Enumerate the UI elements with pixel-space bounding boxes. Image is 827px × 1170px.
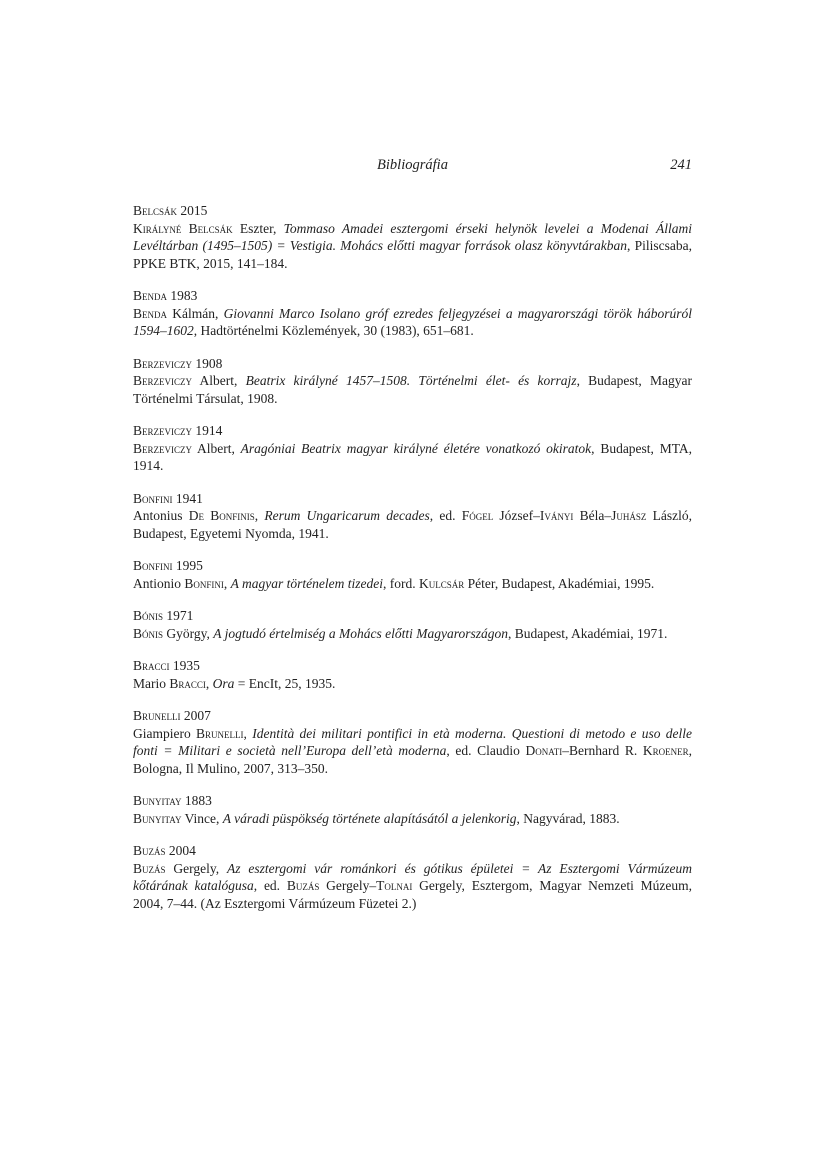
citation-name: Berzeviczy [133,440,192,456]
entry-citation [133,860,692,913]
entry-citation [133,575,692,593]
entry-citation [133,372,692,407]
citation-text: , [254,508,265,523]
bibliography-entry [133,557,692,592]
citation-name: Buzás [133,860,166,876]
citation-text: Gergely– [319,878,377,893]
citation-text: Kálmán, [167,305,224,321]
entry-label: Berzeviczy 1914 [133,423,223,438]
bibliography-entry [133,657,692,692]
citation-name: Benda [133,305,168,321]
citation-text: Gergely, Esztergom, Magyar Nemzeti Múzeum, 2004, 7–44. (Az Esztergomi Vármúzeum Füzetei 2.) [133,878,692,911]
entry-label: Bonfini 1995 [133,558,203,573]
bibliography-entry [133,607,692,642]
entry-label: Benda 1983 [133,288,198,303]
citation-text: Albert, [192,373,246,388]
bibliography-entry [133,355,692,408]
citation-text: , Budapest, Akadémiai, 1971. [508,625,668,641]
entry-citation [133,507,692,542]
citation-title: Identità dei militari pontifici in età moderna. Questioni di metodo e uso delle fonti = Militari e società nell’Europa dell’età moderna [133,725,692,758]
citation-text: György, [163,625,214,641]
citation-text: Antionio [133,575,185,591]
citation-text: Mario [133,675,170,691]
citation-title: Ora [212,675,235,691]
citation-text: , Bologna, Il Mulino, 2007, 313–350. [133,743,693,776]
citation-text: , Piliscsaba, PPKE BTK, 2015, 141–184. [133,238,692,271]
citation-text: , Nagyvárad, 1883. [516,810,620,826]
entry-citation [133,220,692,273]
citation-name: Bonfini [184,575,224,591]
citation-title: Az esztergomi vár románkori és gótikus épületei = Az Esztergomi Vármúzeum kőtárának katalógusa [133,860,692,893]
entry-citation [133,305,692,340]
entry-label: Brunelli 2007 [133,708,211,723]
citation-name: Bónis [133,625,164,641]
citation-text: , [205,675,213,691]
citation-name: Tolnai [376,878,413,893]
citation-text: Albert, [192,440,241,456]
bibliography-list [133,202,692,927]
citation-text: , ed. [253,878,287,893]
citation-text: Antonius [133,508,189,523]
running-header-title: Bibliográfia [377,157,448,173]
citation-text: Béla– [573,508,612,523]
citation-title: A magyar történelem tizedei [230,575,383,591]
citation-name: Kroener [642,743,689,758]
citation-text: , ed. [429,508,462,523]
citation-text: Giampiero [133,725,197,741]
citation-title: Giovanni Marco Isolano gróf ezredes feljegyzései a magyarországi török háborúról 1594–1602 [133,305,692,338]
citation-text: Péter, Budapest, Akadémiai, 1995. [464,575,655,591]
citation-name: Berzeviczy [133,373,192,388]
citation-title: Aragóniai Beatrix magyar királyné életére vonatkozó okiratok [240,440,592,456]
entry-label: Bunyitay 1883 [133,793,212,808]
citation-text: , Budapest, MTA, 1914. [133,440,692,473]
citation-title: A jogtudó értelmiség a Mohács előtti Magyarországon [213,625,508,641]
bibliography-entry [133,707,692,777]
citation-name: Donati [525,743,563,758]
citation-name: Királyné Belcsák [133,220,233,236]
citation-name: Iványi [539,508,574,523]
citation-name: De Bonfinis [188,508,255,523]
citation-text: , [243,725,253,741]
entry-citation [133,625,692,643]
citation-text: , Budapest, Magyar Történelmi Társulat, 1908. [133,373,693,406]
citation-name: Juhász [611,508,647,523]
citation-text: , ed. Claudio [446,743,526,758]
citation-name: Fógel [461,508,494,523]
page-number: 241 [670,157,692,173]
citation-text: = EncIt, 25, 1935. [234,675,336,691]
citation-text: László, Budapest, Egyetemi Nyomda, 1941. [133,508,692,541]
citation-title: A váradi püspökség története alapításától a jelenkorig [222,810,517,826]
citation-title: Beatrix királyné 1457–1508. Történelmi élet- és korrajz [245,373,577,388]
entry-citation [133,440,692,475]
citation-text: –Bernhard R. [562,743,643,758]
entry-label: Buzás 2004 [133,843,196,858]
bibliography-entry [133,490,692,543]
entry-citation [133,725,692,778]
citation-name: Bunyitay [133,810,182,826]
entry-citation [133,675,692,693]
citation-text: , Hadtörténelmi Közlemények, 30 (1983), 651–681. [193,323,474,338]
entry-label: Bonfini 1941 [133,490,203,506]
citation-text: , [223,575,231,591]
citation-name: Kulcsár [419,575,465,591]
citation-text: József– [493,508,540,523]
citation-title: Tommaso Amadei esztergomi érseki helynök levelei a Modenai Állami Levéltárban (1495–1505) = Vestigia. Mohács előtti magyar források olasz könyvtárakban [133,220,692,253]
citation-title: Rerum Ungaricarum decades [264,508,430,523]
citation-name: Buzás [286,878,320,893]
citation-text: Gergely, [165,860,228,876]
bibliography-entry [133,202,692,272]
page-header [133,157,692,175]
citation-text: , ford. [383,575,419,591]
entry-label: Bracci 1935 [133,658,200,673]
bibliography-entry [133,842,692,912]
bibliography-entry [133,422,692,475]
entry-label: Berzeviczy 1908 [133,355,223,371]
bibliography-entry [133,792,692,827]
citation-name: Brunelli [196,725,244,741]
citation-text: Vince, [181,810,223,826]
citation-text: Eszter, [232,220,284,236]
entry-label: Belcsák 2015 [133,203,208,218]
citation-name: Bracci [169,675,206,691]
entry-citation [133,810,692,828]
bibliography-entry [133,287,692,340]
entry-label: Bónis 1971 [133,608,194,623]
